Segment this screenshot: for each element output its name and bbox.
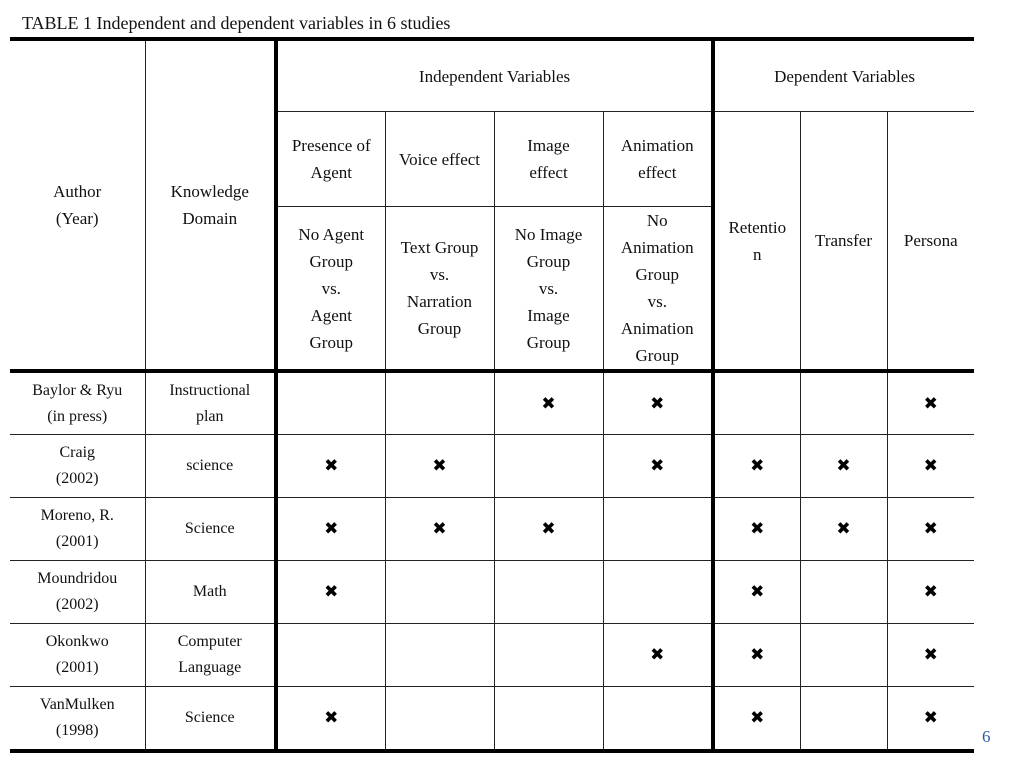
author-cell: VanMulken (1998) <box>10 687 145 752</box>
mark-cell <box>276 687 385 752</box>
mark-cell <box>713 498 800 561</box>
cross-mark-icon: ✖ <box>432 456 447 476</box>
cross-mark-icon: ✖ <box>541 519 556 539</box>
domain-cell: Instructional plan <box>145 371 276 435</box>
mark-cell <box>276 371 385 435</box>
mark-cell <box>800 498 887 561</box>
mark-cell <box>887 498 974 561</box>
iv-name-header: Animation effect <box>603 112 713 207</box>
mark-cell <box>800 624 887 687</box>
cross-mark-icon: ✖ <box>836 519 851 539</box>
cross-mark-icon: ✖ <box>541 393 556 414</box>
independent-variables-header: Independent Variables <box>276 39 713 112</box>
mark-cell <box>887 435 974 498</box>
mark-cell <box>385 624 494 687</box>
mark-cell <box>276 561 385 624</box>
iv-groups-header: Text Group vs. Narration Group <box>385 207 494 372</box>
mark-cell <box>887 371 974 435</box>
iv-groups-header: No Image Group vs. Image Group <box>494 207 603 372</box>
cross-mark-icon: ✖ <box>923 456 938 476</box>
domain-cell: Science <box>145 687 276 752</box>
mark-cell <box>494 498 603 561</box>
studies-table <box>10 37 974 753</box>
cross-mark-icon: ✖ <box>324 519 339 539</box>
cross-mark-icon: ✖ <box>750 519 765 539</box>
mark-cell <box>494 624 603 687</box>
dv-header-transfer: Transfer <box>800 112 887 372</box>
cross-mark-icon: ✖ <box>923 519 938 539</box>
header-row-groups <box>10 39 974 112</box>
table-body <box>10 371 974 751</box>
mark-cell <box>385 371 494 435</box>
cross-mark-icon: ✖ <box>324 708 339 728</box>
cross-mark-icon: ✖ <box>750 708 765 728</box>
table-row <box>10 624 974 687</box>
mark-cell <box>494 435 603 498</box>
mark-cell <box>713 435 800 498</box>
table-row <box>10 371 974 435</box>
table-row <box>10 435 974 498</box>
cross-mark-icon: ✖ <box>923 393 938 414</box>
mark-cell <box>603 498 713 561</box>
mark-cell <box>603 561 713 624</box>
page-number: 6 <box>982 727 991 746</box>
mark-cell <box>800 561 887 624</box>
mark-cell <box>800 435 887 498</box>
mark-cell <box>713 371 800 435</box>
mark-cell <box>800 687 887 752</box>
mark-cell <box>887 561 974 624</box>
mark-cell <box>494 371 603 435</box>
iv-groups-header: No Agent Group vs. Agent Group <box>276 207 385 372</box>
cross-mark-icon: ✖ <box>750 582 765 602</box>
author-cell: Baylor & Ryu (in press) <box>10 371 145 435</box>
mark-cell <box>494 561 603 624</box>
author-cell: Craig (2002) <box>10 435 145 498</box>
cross-mark-icon: ✖ <box>432 519 447 539</box>
mark-cell <box>385 435 494 498</box>
mark-cell <box>494 687 603 752</box>
mark-cell <box>276 435 385 498</box>
cross-mark-icon: ✖ <box>836 456 851 476</box>
cross-mark-icon: ✖ <box>923 708 938 728</box>
domain-cell: science <box>145 435 276 498</box>
cross-mark-icon: ✖ <box>650 456 665 476</box>
mark-cell <box>887 687 974 752</box>
table-row <box>10 561 974 624</box>
author-cell: Moundridou (2002) <box>10 561 145 624</box>
author-cell: Okonkwo (2001) <box>10 624 145 687</box>
mark-cell <box>603 371 713 435</box>
dv-header-retention: Retentio n <box>713 112 800 372</box>
cross-mark-icon: ✖ <box>324 456 339 476</box>
author-year-header: Author (Year) <box>10 39 145 371</box>
mark-cell <box>603 624 713 687</box>
cross-mark-icon: ✖ <box>923 645 938 665</box>
table-caption: TABLE 1 Independent and dependent variables in 6 studies <box>22 13 451 33</box>
iv-name-header: Presence of Agent <box>276 112 385 207</box>
domain-cell: Science <box>145 498 276 561</box>
cross-mark-icon: ✖ <box>923 582 938 602</box>
dependent-variables-header: Dependent Variables <box>713 39 974 112</box>
mark-cell <box>713 687 800 752</box>
iv-name-header: Image effect <box>494 112 603 207</box>
cross-mark-icon: ✖ <box>750 645 765 665</box>
mark-cell <box>385 687 494 752</box>
cross-mark-icon: ✖ <box>650 645 665 665</box>
dv-header-persona: Persona <box>887 112 974 372</box>
cross-mark-icon: ✖ <box>750 456 765 476</box>
mark-cell <box>603 435 713 498</box>
domain-cell: Math <box>145 561 276 624</box>
table-row <box>10 687 974 752</box>
author-cell: Moreno, R. (2001) <box>10 498 145 561</box>
mark-cell <box>385 561 494 624</box>
iv-name-header: Voice effect <box>385 112 494 207</box>
mark-cell <box>276 498 385 561</box>
cross-mark-icon: ✖ <box>650 393 665 414</box>
table-row <box>10 498 974 561</box>
cross-mark-icon: ✖ <box>324 582 339 602</box>
mark-cell <box>385 498 494 561</box>
knowledge-domain-header: Knowledge Domain <box>145 39 276 371</box>
domain-cell: Computer Language <box>145 624 276 687</box>
mark-cell <box>713 561 800 624</box>
mark-cell <box>713 624 800 687</box>
mark-cell <box>603 687 713 752</box>
mark-cell <box>887 624 974 687</box>
mark-cell <box>276 624 385 687</box>
iv-groups-header: No Animation Group vs. Animation Group <box>603 207 713 372</box>
mark-cell <box>800 371 887 435</box>
